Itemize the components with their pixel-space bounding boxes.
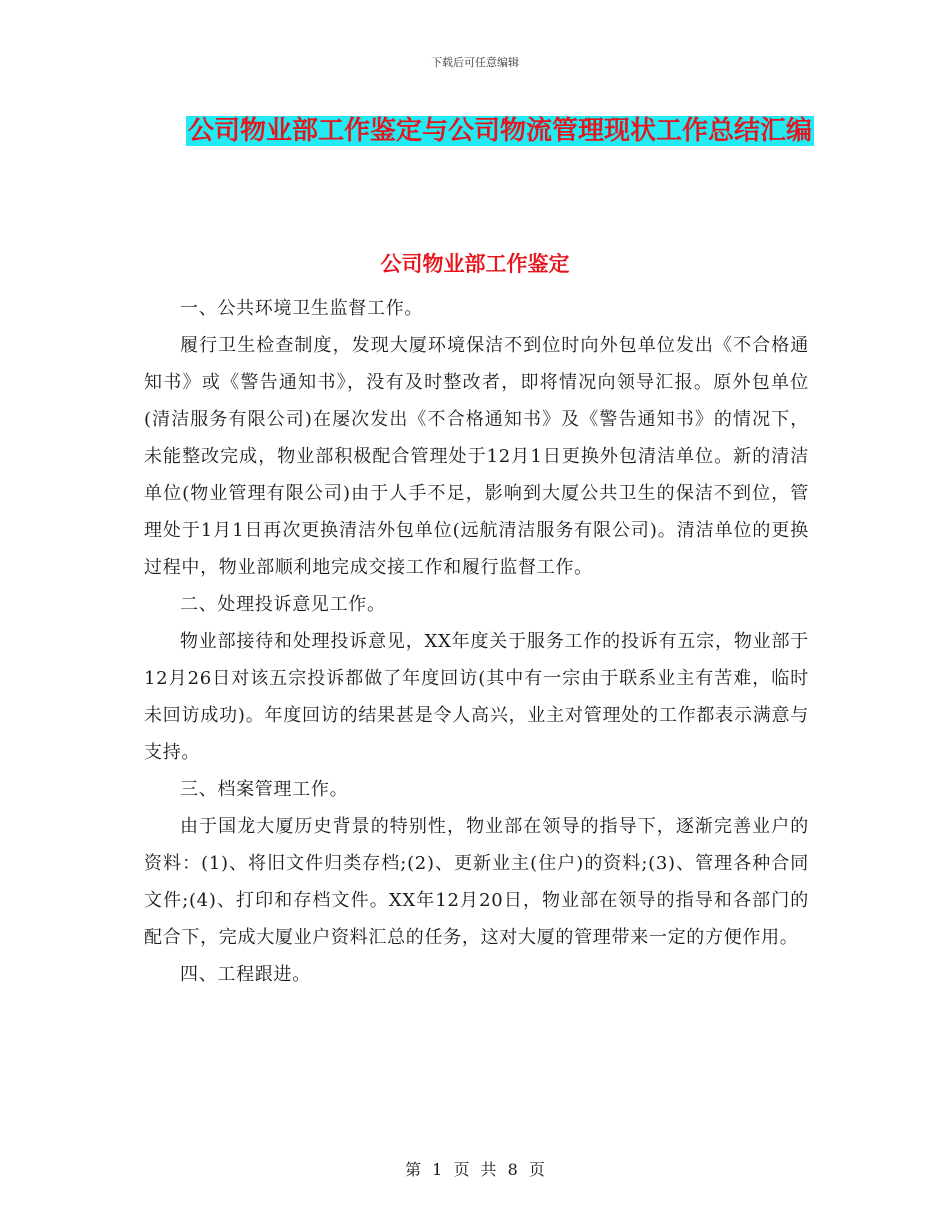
document-title bbox=[180, 108, 820, 154]
section-title: 公司物业部工作鉴定 bbox=[380, 252, 570, 276]
paragraph-hygiene-inspection: 履行卫生检查制度，发现大厦环境保洁不到位时向外包单位发出《不合格通知书》或《警告通知书》，没有及时整改者，即将情况向领导汇报。原外包单位(清洁服务有限公司)在屡次发出《不合格通知书》及《警告通知书》的情况下，未能整改完成，物业部积极配合管理处于12月1日更换外包清洁单位。新的清洁单位(物业管理有限公司)由于人手不足，影响到大厦公共卫生的保洁不到位，管理处于1月1日再次更换清洁外包单位(远航清洁服务有限公司)。清洁单位的更换过程中，物业部顺利地完成交接工作和履行监督工作。 bbox=[144, 335, 809, 578]
header-note: 下载后可任意编辑 bbox=[431, 56, 519, 69]
document-body bbox=[144, 290, 809, 993]
heading-engineering: 四、工程跟进。 bbox=[180, 964, 311, 985]
document-title-text: 公司物业部工作鉴定与公司物流管理现状工作总结汇编 bbox=[187, 116, 812, 146]
paragraph-complaints: 物业部接待和处理投诉意见，XX年度关于服务工作的投诉有五宗，物业部于12月26日对该五宗投诉都做了年度回访(其中有一宗由于联系业主有苦难，临时未回访成功)。年度回访的结果甚是令人高兴，业主对管理处的工作都表示满意与支持。 bbox=[144, 631, 809, 763]
heading-public-hygiene: 一、公共环境卫生监督工作。 bbox=[180, 298, 424, 319]
page-number: 第 1 页 共 8 页 bbox=[405, 1160, 545, 1179]
paragraph-archives: 由于国龙大厦历史背景的特别性，物业部在领导的指导下，逐渐完善业户的资料：(1)、将旧文件归类存档;(2)、更新业主(住户)的资料;(3)、管理各种合同文件;(4)、打印和存档文件。XX年12月20日，物业部在领导的指导和各部门的配合下，完成大厦业户资料汇总的任务，这对大厦的管理带来一定的方便作用。 bbox=[144, 816, 809, 948]
heading-complaints: 二、处理投诉意见工作。 bbox=[180, 594, 386, 615]
heading-archives: 三、档案管理工作。 bbox=[180, 779, 349, 800]
